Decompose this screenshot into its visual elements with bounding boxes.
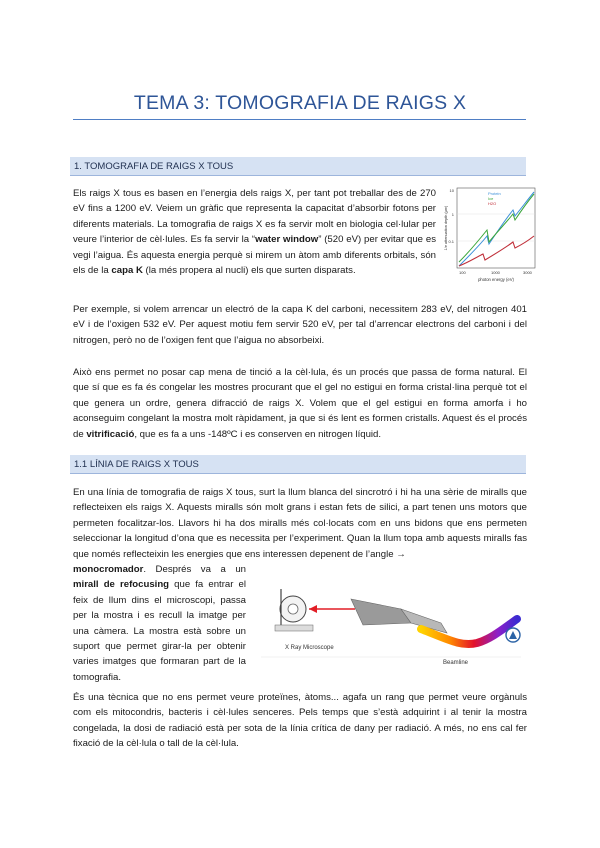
section-heading-1: 1. TOMOGRAFIA DE RAIGS X TOUS xyxy=(70,157,526,176)
label-x-ray-microscope: X Ray Microscope xyxy=(285,645,334,651)
sample-stage xyxy=(288,604,298,614)
chart-x-tick: 3000 xyxy=(523,270,532,275)
microscope-base xyxy=(275,625,313,631)
paragraph-water-window: Els raigs X tous es basen en l’energia dels raigs X, per tant pot treballar des de 270 eV fins a 1200 eV. Veiem un gràfic que representa la capacitat d’absorbir fotons per diferents materials. La tomografia de raigs X es fa servir molt en biologia cel·lular per veure l’interior de cèl·lules. Es fa servir la “water window” (520 eV) per evitar que es vegi l’aigua. És aquesta energia perquè si mirem un àtom amb diferents orbitals, són els de la capa K (la més propera al nucli) els que surten disparats. xyxy=(73,188,436,277)
section-heading-1-1: 1.1 LÍNIA DE RAIGS X TOUS xyxy=(70,455,526,474)
label-beamline: Beamline xyxy=(443,660,469,666)
xray-beam-arrowhead xyxy=(309,605,317,613)
title-underline xyxy=(73,119,526,120)
chart-x-label: photon energy (eV) xyxy=(478,277,514,282)
attenuation-chart xyxy=(443,184,538,290)
paragraph-k-shell: Per exemple, si volem arrencar un electró de la capa K del carboni, necessitem 283 eV, del nitrogen 401 eV i de l’oxigen 532 eV. Per aquest motiu fem servir 520 eV, per tal d’arrencar electrons del carboni i del nitrogen, però no de l’oxigen fent que l’aigua no absorbeixi. xyxy=(73,304,527,346)
chart-x-tick: 1000 xyxy=(491,270,500,275)
chart-legend-ice: Ice xyxy=(488,196,494,201)
chart-y-label: 1/e attenuation depth (µm) xyxy=(444,205,448,251)
paragraph-beamline-mirrors: En una línia de tomografia de raigs X tous, surt la llum blanca del sincrotró i hi ha una sèrie de miralls que reflecteixen els raigs X. Aquests miralls són molt grans i estan fets de silici, a part tenen uns motors que permeten focalitzar-los. Llavors hi ha dos miralls més col·locats com en uns bidons que ens permeten seleccionar la longitud d’ona que es necessita per l’experiment. Quan la llum topa amb aquests miralls fas que només reflecteixin les energies que ens interessen depenent de l’angle → xyxy=(73,487,527,560)
page-title: TEMA 3: TOMOGRAFIA DE RAIGS X xyxy=(133,92,467,114)
chart-legend-water: H2O xyxy=(488,201,497,206)
chart-y-tick: 10 xyxy=(449,188,454,193)
paragraph-applications: És una tècnica que no ens permet veure proteïnes, àtoms... agafa un rang que permet veure orgànuls com els mitocondris, bacteris i cèl·lules senceres. Pels temps que s’està adquirint i al tenir la mostra congelada, la dosi de radiació està per sota de la línia crítica de dany per radiació. A més, no ens cal fer fixació de la cèl·lula o tall de la cèl·lula. xyxy=(73,692,527,750)
refocusing-mirror xyxy=(351,599,411,625)
paragraph-monochromator: monocromador. Després va a un mirall de refocusing que fa entrar el feix de llum dins el microscopi, passa per la mostra i es recull la imatge per una càmera. La mostra està sobre un suport que permet girar-la per obtenir varies imatges que formaran part de la tomografia. xyxy=(73,564,246,683)
chart-legend-protein: Protein xyxy=(488,191,501,196)
paragraph-vitrification: Això ens permet no posar cap mena de tinció a la cèl·lula, és un procés que passa de forma natural. El que sí que es fa és congelar les mostres procurant que el gel no estigui en forma cristal·lina perquè tot el que genera un ordre, genera difracció de raigs X. Volem que el gel estigui en forma amorfa i ho aconseguim congelant la mostra molt ràpidament, ja que si és lent es formen cristalls. Aquest és el procés de vitrificació, que es fa a uns -148ºC i es conserven en nitrogen líquid. xyxy=(73,367,527,440)
beamline-diagram xyxy=(251,569,531,669)
chart-y-tick: 0.1 xyxy=(448,239,454,244)
chart-y-tick: 1 xyxy=(451,212,454,217)
chart-x-tick: 100 xyxy=(459,270,466,275)
